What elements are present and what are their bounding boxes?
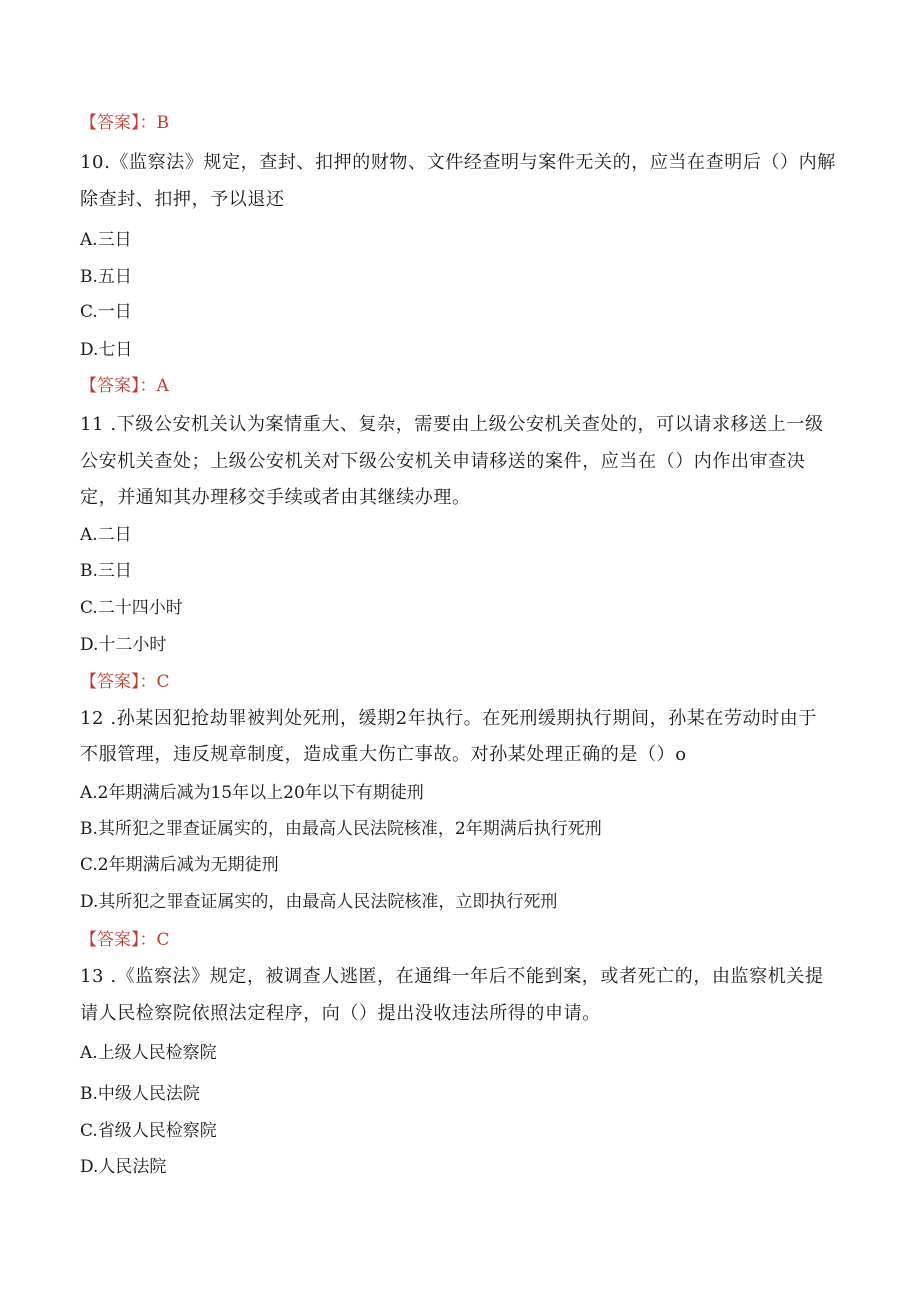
question-10-line-2: 除查封、扣押，予以退还 [80,189,285,210]
question-11-option-c: C.二十四小时 [80,598,183,618]
answer-label: 【答案】：B [80,113,169,133]
question-13-option-a: A.上级人民检察院 [80,1043,217,1063]
question-10-option-a: A.三日 [80,230,132,250]
question-10-line-1: 10.《监察法》规定，查封、扣押的财物、文件经查明与案件无关的，应当在查明后（）内解 [80,152,836,173]
question-10-option-d: D.七日 [80,340,133,360]
question-12-option-c: C.2年期满后减为无期徒刑 [80,855,279,875]
question-12-option-a: A.2年期满后减为15年以上20年以下有期徒刑 [80,783,424,803]
question-13-option-c: C.省级人民检察院 [80,1121,217,1141]
question-12-line-1: 12 .孙某因犯抢劫罪被判处死刑，缓期2年执行。在死刑缓期执行期间，孙某在劳动时由于 [80,708,817,729]
question-11-line-2: 公安机关查处；上级公安机关对下级公安机关申请移送的案件，应当在（）内作出审查决 [80,451,806,472]
question-11-line-1: 11 .下级公安机关认为案情重大、复杂，需要由上级公安机关查处的，可以请求移送上一级 [80,414,824,435]
question-13-option-b: B.中级人民法院 [80,1084,200,1104]
question-12-option-d: D.其所犯之罪查证属实的，由最高人民法院核准，立即执行死刑 [80,892,558,912]
question-11-option-b: B.三日 [80,561,132,581]
question-11-option-a: A.二日 [80,525,132,545]
question-13-option-d: D.人民法院 [80,1157,167,1177]
question-12-option-b: B.其所犯之罪查证属实的，由最高人民法院核准，2年期满后执行死刑 [80,819,602,839]
question-11-line-3: 定，并通知其办理移交手续或者由其继续办理。 [80,487,471,508]
answer-label: 【答案】：A [80,376,169,396]
question-10-option-c: C.一日 [80,302,132,322]
question-13-line-1: 13 .《监察法》规定，被调查人逃匿，在通缉一年后不能到案，或者死亡的，由监察机关提 [80,966,824,987]
answer-label: 【答案】：C [80,930,170,950]
question-13-line-2: 请人民检察院依照法定程序，向（）提出没收违法所得的申请。 [80,1003,601,1024]
question-11-option-d: D.十二小时 [80,635,167,655]
answer-label: 【答案】：C [80,672,170,692]
question-10-option-b: B.五日 [80,267,132,287]
question-12-line-2: 不服管理，违反规章制度，造成重大伤亡事故。对孙某处理正确的是（）o [80,744,687,765]
